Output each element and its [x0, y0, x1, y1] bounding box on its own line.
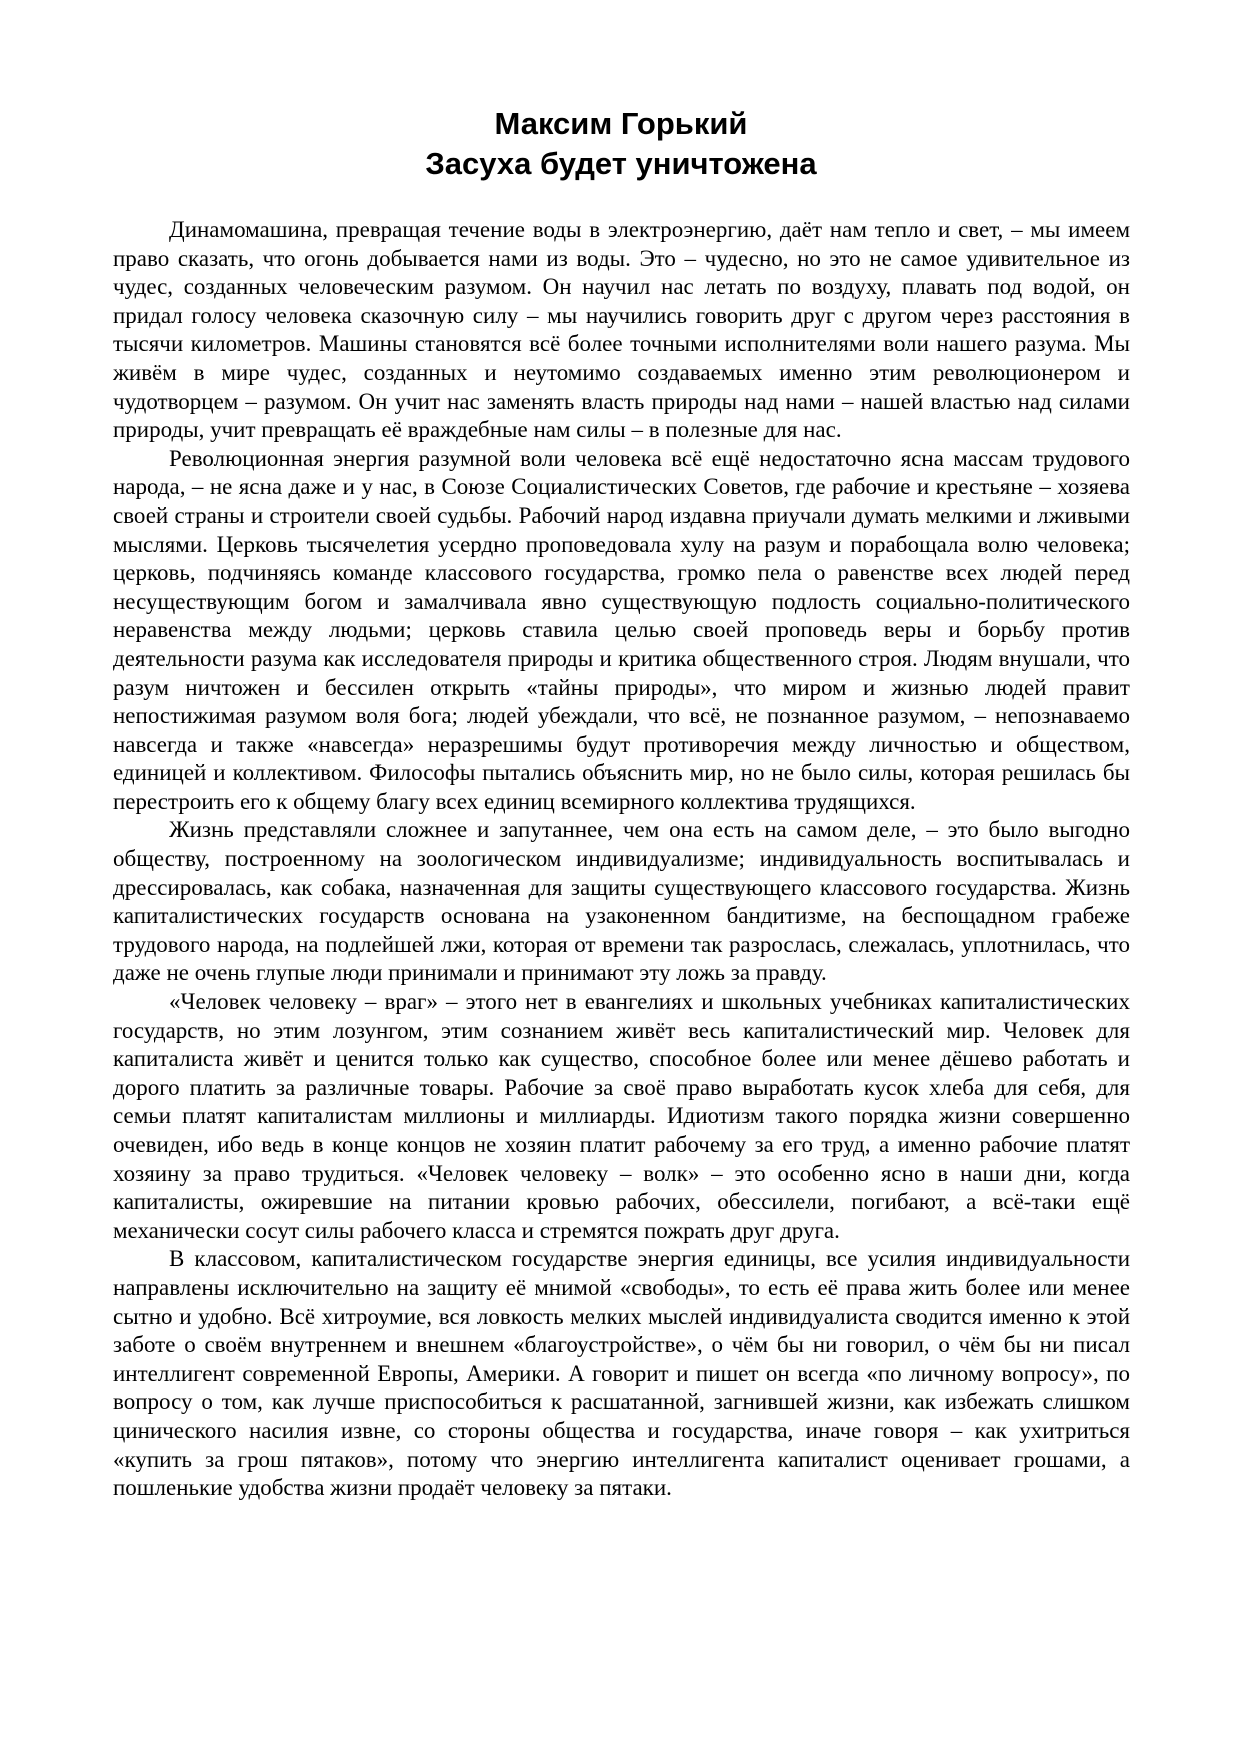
paragraph: «Человек человеку – враг» – этого нет в евангелиях и школьных учебниках капиталистических государств, но этим лозунгом, этим сознанием живёт весь капиталистический мир. Человек для капиталиста живёт и ценится только как существо, способное более или менее дёшево работать и дорого платить за различные товары. Рабочие за своё право выработать кусок хлеба для себя, для семьи платят капиталистам миллионы и миллиарды. Идиотизм такого порядка жизни совершенно очевиден, ибо ведь в конце концов не хозяин платит рабочему за его труд, а именно рабочие платят хозяину за право трудиться. «Человек человеку – волк» – это особенно ясно в наши дни, когда капиталисты, ожиревшие на питании кровью рабочих, обессилели, погибают, а всё-таки ещё механически сосут силы рабочего класса и стремятся пожрать друг друга.	[113, 989, 1130, 1243]
paragraph: Революционная энергия разумной воли человека всё ещё недостаточно ясна массам трудового народа, – не ясна даже и у нас, в Союзе Социалистических Советов, где рабочие и крестьяне – хозяева своей страны и строители своей судьбы. Рабочий народ издавна приучали думать мелкими и лживыми мыслями. Церковь тысячелетия усердно проповедовала хулу на разум и порабощала волю человека; церковь, подчиняясь команде классового государства, громко пела о равенстве всех людей перед несуществующим богом и замалчивала явно существующую подлость социально-политического неравенства между людьми; церковь ставила целью своей проповедь веры и борьбу против деятельности разума как исследователя природы и критика общественного строя. Людям внушали, что разум ничтожен и бессилен открыть «тайны природы», что миром и жизнью людей правит непостижимая разумом воля бога; людей убеждали, что всё, не познанное разумом, – непознаваемо навсегда и также «навсегда» неразрешимы будут противоречия между личностью и обществом, единицей и коллективом. Философы пытались объяснить мир, но не было силы, которая решилась бы перестроить его к общему благу всех единиц всемирного коллектива трудящихся.	[113, 445, 1130, 814]
paragraph: В классовом, капиталистическом государстве энергия единицы, все усилия индивидуальности направлены исключительно на защиту её мнимой «свободы», то есть её права жить более или менее сытно и удобно. Всё хитроумие, вся ловкость мелких мыслей индивидуалиста сводится именно к этой заботе о своём внутреннем и внешнем «благоустройстве», о чём бы ни говорил, о чём бы ни писал интеллигент современной Европы, Америки. А говорит и пишет он всегда «по личному вопросу», по вопросу о том, как лучше приспособиться к расшатанной, загнившей жизни, как избежать слишком цинического насилия извне, со стороны общества и государства, иначе говоря – как ухитриться «купить за грош пятаков», потому что энергию интеллигента капиталист оценивает грошами, а пошленькие удобства жизни продаёт человеку за пятаки.	[113, 1246, 1130, 1501]
title-block	[0, 104, 1242, 184]
paragraph: Жизнь представляли сложнее и запутаннее, чем она есть на самом деле, – это было выгодно обществу, построенному на зоологическом индивидуализме; индивидуальность воспитывалась и дрессировалась, как собака, назначенная для защиты существующего классового государства. Жизнь капиталистических государств основана на узаконенном бандитизме, на беспощадном грабеже трудового народа, на подлейшей лжи, которая от времени так разрослась, слежалась, уплотнилась, что даже не очень глупые люди принимали и принимают эту ложь за правду.	[113, 817, 1130, 986]
document-title: Засуха будет уничтожена	[425, 146, 817, 181]
body-text	[113, 216, 1130, 1503]
author-name: Максим Горький	[494, 106, 748, 141]
paragraph: Динамомашина, превращая течение воды в электроэнергию, даёт нам тепло и свет, – мы имеем право сказать, что огонь добывается нами из воды. Это – чудесно, но это не самое удивительное из чудес, созданных человеческим разумом. Он научил нас летать по воздуху, плавать под водой, он придал голосу человека сказочную силу – мы научились говорить друг с другом через расстояния в тысячи километров. Машины становятся всё более точными исполнителями воли нашего разума. Мы живём в мире чудес, созданных и неутомимо создаваемых именно этим революционером и чудотворцем – разумом. Он учит нас заменять власть природы над нами – нашей властью над силами природы, учит превращать её враждебные нам силы – в полезные для нас.	[113, 217, 1130, 443]
